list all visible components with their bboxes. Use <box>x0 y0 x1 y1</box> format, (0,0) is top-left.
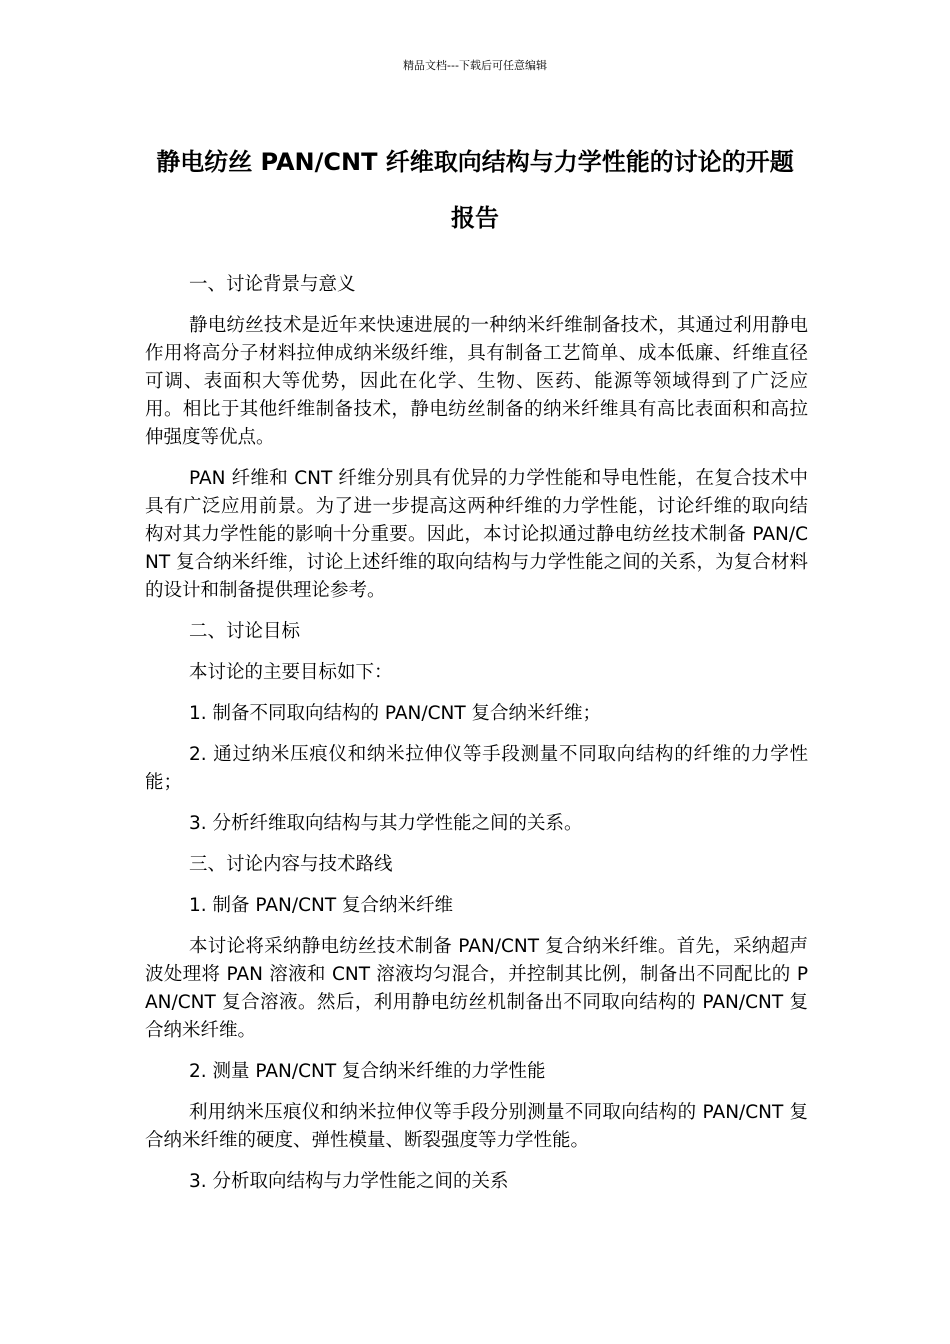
document-title: 静电纺丝 PAN/CNT 纤维取向结构与力学性能的讨论的开题报告 <box>156 148 794 232</box>
subheading-structure-analysis: 3. 分析取向结构与力学性能之间的关系 <box>189 1171 509 1192</box>
goal-item-1: 1. 制备不同取向结构的 PAN/CNT 复合纳米纤维； <box>189 703 602 724</box>
subheading-mechanical-measurement: 2. 测量 PAN/CNT 复合纳米纤维的力学性能 <box>189 1061 546 1082</box>
paragraph-pan-cnt-significance: PAN 纤维和 CNT 纤维分别具有优异的力学性能和导电性能，在复合技术中具有广泛应用前景。为了进一步提高这两种纤维的力学性能，讨论纤维的取向结构对其力学性能的影响十分重要。因此，本讨论拟通过静电纺丝技术制备 PAN/CNT 复合纳米纤维，讨论上述纤维的取向结构与力学性能之间的关系，为复合材料的设计和制备提供理论参考。 <box>145 468 808 601</box>
paragraph-goals-intro: 本讨论的主要目标如下： <box>189 662 393 683</box>
paragraph-electrospinning-intro: 静电纺丝技术是近年来快速进展的一种纳米纤维制备技术，其通过利用静电作用将高分子材料拉伸成纳米级纤维，具有制备工艺简单、成本低廉、纤维直径可调、表面积大等优势，因此在化学、生物、医药、能源等领域得到了广泛应用。相比于其他纤维制备技术，静电纺丝制备的纳米纤维具有高比表面积和高拉伸强度等优点。 <box>145 315 808 448</box>
goal-item-2: 2. 通过纳米压痕仪和纳米拉伸仪等手段测量不同取向结构的纤维的力学性能； <box>145 744 808 793</box>
document-body <box>145 271 808 1209</box>
paragraph-mechanical-measurement: 利用纳米压痕仪和纳米拉伸仪等手段分别测量不同取向结构的 PAN/CNT 复合纳米纤维的硬度、弹性模量、断裂强度等力学性能。 <box>145 1102 808 1151</box>
section-heading-content: 三、讨论内容与技术路线 <box>189 854 393 875</box>
subheading-fiber-preparation: 1. 制备 PAN/CNT 复合纳米纤维 <box>189 895 454 916</box>
page-header: 精品文档---下载后可任意编辑 <box>403 59 547 72</box>
paragraph-fiber-preparation: 本讨论将采纳静电纺丝技术制备 PAN/CNT 复合纳米纤维。首先，采纳超声波处理将 PAN 溶液和 CNT 溶液均匀混合，并控制其比例，制备出不同配比的 PAN/CNT 复合溶液。然后，利用静电纺丝机制备出不同取向结构的 PAN/CNT 复合纳米纤维。 <box>145 936 808 1041</box>
section-heading-goals: 二、讨论目标 <box>189 621 301 642</box>
goal-item-3: 3. 分析纤维取向结构与其力学性能之间的关系。 <box>189 813 583 834</box>
section-heading-background: 一、讨论背景与意义 <box>189 274 356 295</box>
